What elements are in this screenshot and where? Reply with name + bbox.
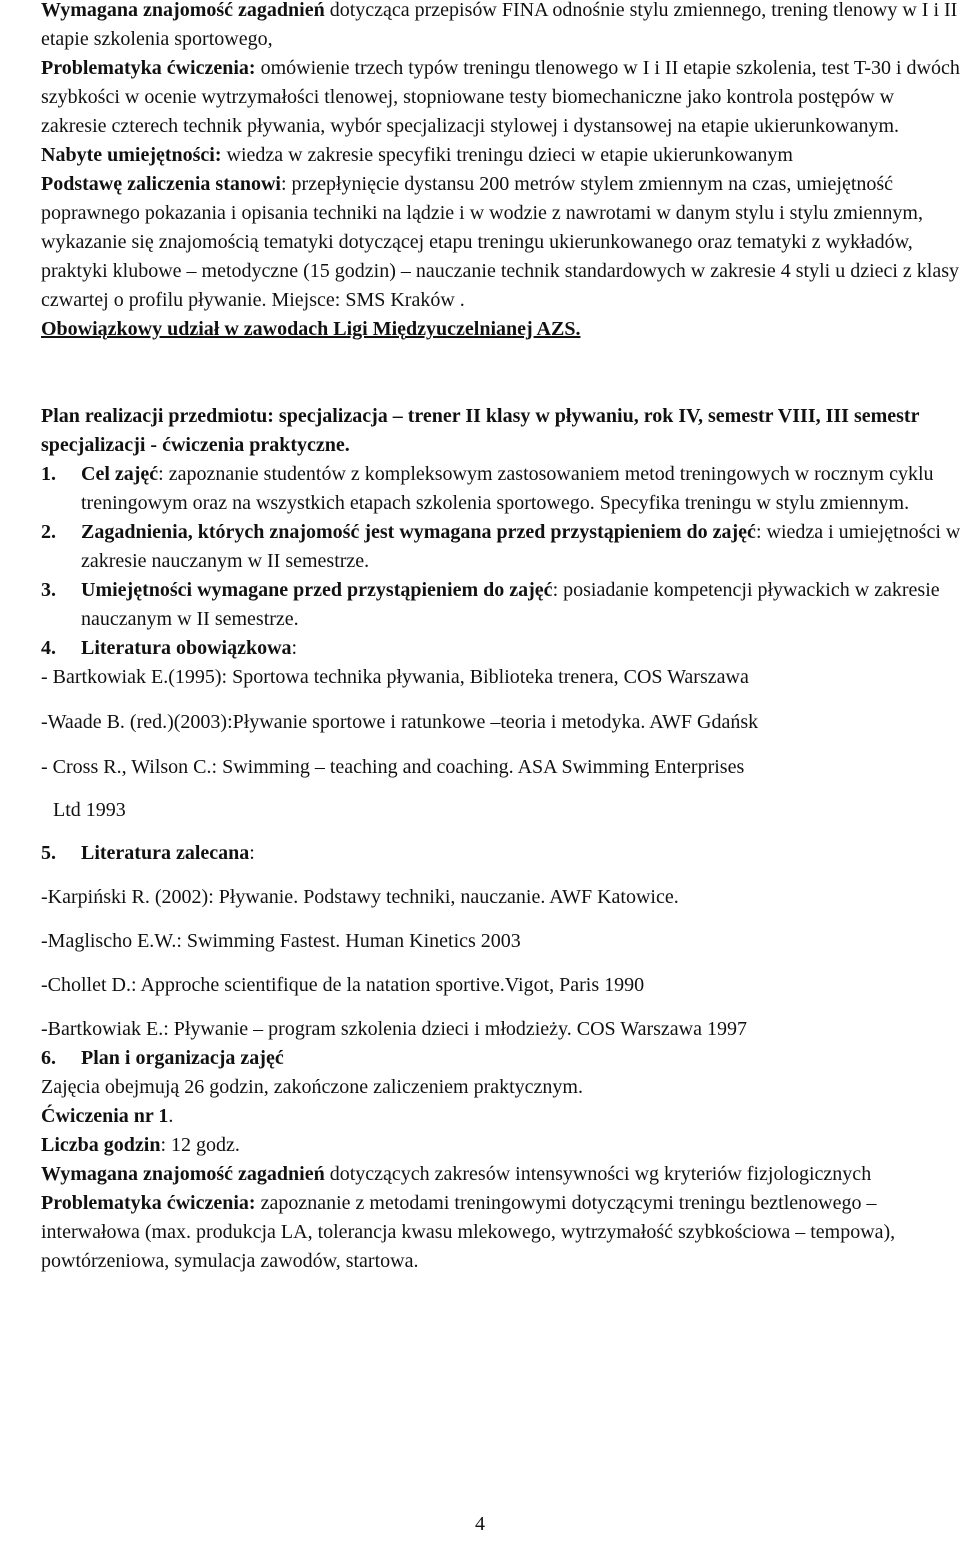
label: Wymagana znajomość zagadnień — [41, 0, 325, 21]
plan-organization-text: Zajęcia obejmują 26 godzin, zakończone zaliczeniem praktycznym. — [41, 1076, 583, 1098]
exercise-required-knowledge — [41, 1160, 960, 1189]
label: Podstawę zaliczenia stanowi — [41, 173, 281, 195]
page-number: 4 — [475, 1513, 485, 1535]
lit-required-2: -Waade B. (red.)(2003):Pływanie sportowe i ratunkowe –teoria i metodyka. AWF Gdańsk — [41, 711, 759, 733]
paragraph-required-knowledge — [41, 0, 960, 54]
lit-required-1: - Bartkowiak E.(1995): Sportowa technika pływania, Biblioteka trenera, COS Warszawa — [41, 666, 749, 688]
item-number: 4. — [41, 637, 56, 659]
item-number: 5. — [41, 842, 56, 864]
item-label: Plan i organizacja zajęć — [81, 1047, 284, 1069]
item-number: 3. — [41, 579, 56, 601]
item-number: 6. — [41, 1047, 56, 1069]
item-content — [81, 576, 960, 634]
item-content — [81, 839, 960, 868]
exercise-title-rest: . — [168, 1105, 174, 1127]
item-text: : — [249, 842, 255, 864]
item-label: Literatura obowiązkowa — [81, 637, 292, 659]
item-text: : wiedza i umiejętności w zakresie nauczanym w II semestrze. — [81, 521, 960, 572]
label: Nabyte umiejętności: — [41, 144, 222, 166]
item-content — [81, 634, 960, 663]
item-content — [81, 460, 960, 518]
item-content — [81, 518, 960, 576]
item-content — [81, 1044, 960, 1073]
paragraph-acquired-skills — [41, 141, 960, 170]
lit-required-3: - Cross R., Wilson C.: Swimming – teaching and coaching. ASA Swimming Enterprises — [41, 756, 745, 778]
lit-recommended-3: -Chollet D.: Approche scientifique de la natation sportive.Vigot, Paris 1990 — [41, 974, 645, 996]
lit-recommended-2: -Maglischo E.W.: Swimming Fastest. Human Kinetics 2003 — [41, 930, 521, 952]
plan-item-4 — [41, 634, 960, 663]
paragraph-exercise-problems — [41, 54, 960, 141]
exercise-title — [41, 1102, 960, 1131]
item-number: 1. — [41, 463, 56, 485]
lit-required-4: Ltd 1993 — [53, 799, 126, 821]
label: Wymagana znajomość zagadnień — [41, 1163, 325, 1185]
label: Problematyka ćwiczenia: — [41, 57, 256, 79]
plan-item-6 — [41, 1044, 960, 1073]
plan-heading — [41, 402, 960, 460]
lit-recommended-1: -Karpiński R. (2002): Pływanie. Podstawy techniki, nauczanie. AWF Katowice. — [41, 886, 679, 908]
item-text: : posiadanie kompetencji pływackich w zakresie nauczanym w II semestrze. — [81, 579, 940, 630]
paragraph-pass-criteria — [41, 170, 960, 315]
lit-recommended-4: -Bartkowiak E.: Pływanie – program szkolenia dzieci i młodzieży. COS Warszawa 1997 — [41, 1018, 747, 1040]
label: Liczba godzin — [41, 1134, 161, 1156]
text: dotyczących zakresów intensywności wg kryteriów fizjologicznych — [324, 1163, 872, 1185]
text: : 12 godz. — [160, 1134, 240, 1156]
item-label: Umiejętności wymagane przed przystąpieniem do zajęć — [81, 579, 553, 601]
text: zapoznanie z metodami treningowymi dotyczącymi treningu beztlenowego – interwałowa (max. produkcja LA, tolerancja kwasu mlekowego, wytrzymałość szybkościowa – tempowa), powtórzeniowa, symulacja zawodów, startowa. — [41, 1192, 896, 1272]
underlined-text: Obowiązkowy udział w zawodach Ligi Międzyuczelnianej AZS. — [41, 318, 581, 340]
paragraph-mandatory-participation — [41, 315, 960, 344]
item-number: 2. — [41, 521, 56, 543]
item-text: : — [291, 637, 298, 659]
item-label: Literatura zalecana — [81, 842, 250, 864]
exercise-problems — [41, 1189, 960, 1276]
document-page — [41, 0, 960, 1276]
exercise-hours — [41, 1131, 960, 1160]
item-text: : zapoznanie studentów z kompleksowym zastosowaniem metod treningowych w rocznym cyklu treningowym oraz na wszystkich etapach szkolenia sportowego. Specyfika treningu w stylu zmiennym. — [81, 463, 934, 514]
plan-item-1 — [41, 460, 960, 518]
plan-item-2 — [41, 518, 960, 576]
text: : przepłynięcie dystansu 200 metrów stylem zmiennym na czas, umiejętność poprawnego pokazania i opisania techniki na lądzie i w wodzie z nawrotami w danym stylu i stylu zmiennym, wykazanie się znajomością tematyki dotyczącej etapu treningu ukierunkowanego oraz tematyki z wykładów, praktyki klubowe – metodyczne (15 godzin) – nauczanie technik standardowych w zakresie 4 styli u dzieci z klasy czwartej o profilu pływanie. Miejsce: SMS Kraków . — [41, 173, 960, 311]
exercise-title-label: Ćwiczenia nr 1 — [41, 1105, 169, 1127]
plan-items — [41, 460, 960, 663]
item-label: Cel zajęć — [81, 463, 159, 485]
text: dotycząca przepisów FINA odnośnie stylu zmiennego, trening tlenowy w I i II etapie szkolenia sportowego, — [41, 0, 958, 50]
plan-heading-text: Plan realizacji przedmiotu: specjalizacja – trener II klasy w pływaniu, rok IV, semestr VIII, III semestr specjalizacji - ćwiczenia praktyczne. — [41, 405, 920, 456]
label: Problematyka ćwiczenia: — [41, 1192, 256, 1214]
plan-item-3 — [41, 576, 960, 634]
item-label: Zagadnienia, których znajomość jest wymagana przed przystąpieniem do zajęć — [81, 521, 756, 543]
plan-item-5 — [41, 839, 960, 868]
text: omówienie trzech typów treningu tlenowego w I i II etapie szkolenia, test T-30 i dwóch szybkości w ocenie wytrzymałości tlenowej, stopniowane testy biomechaniczne jako kontrola postępów w zakresie czterech technik pływania, wybór specjalizacji stylowej i dystansowej na etapie ukierunkowanym. — [41, 57, 960, 137]
text: wiedza w zakresie specyfiki treningu dzieci w etapie ukierunkowanym — [221, 144, 793, 166]
